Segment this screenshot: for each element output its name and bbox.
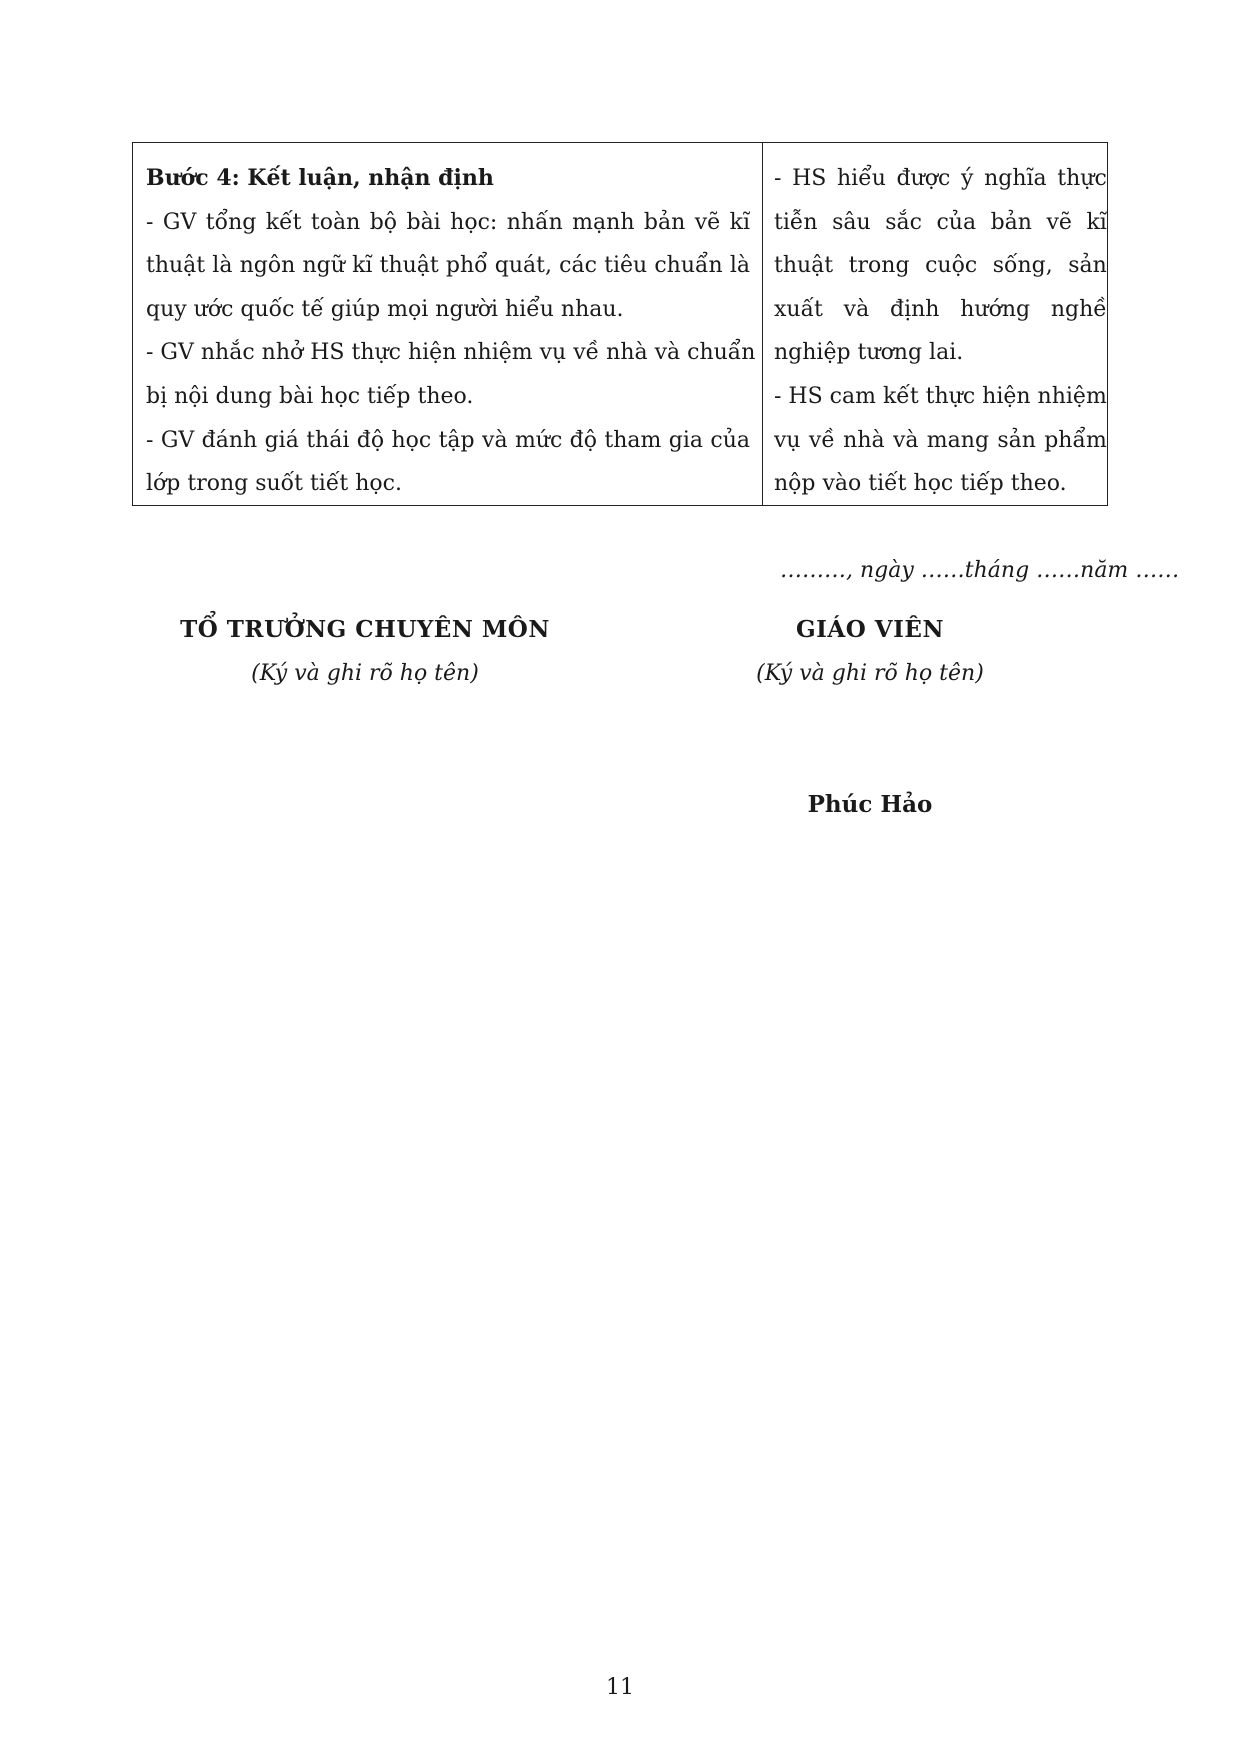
student-line: nộp vào tiết học tiếp theo. [774, 471, 1067, 497]
student-line: xuất và định hướng nghề [774, 296, 1107, 322]
student-line: nghiệp tương lai. [774, 340, 964, 366]
head-of-department-note: (Ký và ghi rõ họ tên) [251, 661, 479, 686]
student-line: - HS hiểu được ý nghĩa thực [774, 166, 1107, 191]
teacher-note: (Ký và ghi rõ họ tên) [756, 661, 984, 686]
teacher-line: lớp trong suốt tiết học. [146, 471, 402, 497]
teacher-name: Phúc Hảo [807, 791, 933, 818]
teacher-line: quy ước quốc tế giúp mọi người hiểu nhau. [146, 296, 624, 322]
student-line: tiễn sâu sắc của bản vẽ kĩ [774, 209, 1107, 235]
student-line: vụ về nhà và mang sản phẩm [774, 427, 1107, 453]
step-heading: Bước 4: Kết luận, nhận định [146, 165, 494, 191]
student-outcome-cell [763, 143, 1119, 505]
teacher-line: bị nội dung bài học tiếp theo. [146, 383, 474, 409]
activity-table [132, 142, 1108, 506]
student-line: thuật trong cuộc sống, sản [774, 253, 1107, 279]
teacher-title: GIÁO VIÊN [796, 616, 944, 643]
date-line: ………, ngày ……tháng ……năm …… [780, 558, 1180, 583]
teacher-line: - GV nhắc nhở HS thực hiện nhiệm vụ về nhà và chuẩn [146, 340, 756, 366]
page-number: 11 [606, 1675, 634, 1700]
teacher-line: - GV tổng kết toàn bộ bài học: nhấn mạnh bản vẽ kĩ [146, 209, 750, 235]
teacher-activity-cell [133, 143, 763, 505]
teacher-line: thuật là ngôn ngữ kĩ thuật phổ quát, các tiêu chuẩn là [146, 253, 750, 279]
student-line: - HS cam kết thực hiện nhiệm [774, 383, 1107, 409]
teacher-line: - GV đánh giá thái độ học tập và mức độ tham gia của [146, 427, 750, 453]
head-of-department-title: TỔ TRƯỞNG CHUYÊN MÔN [180, 616, 550, 643]
